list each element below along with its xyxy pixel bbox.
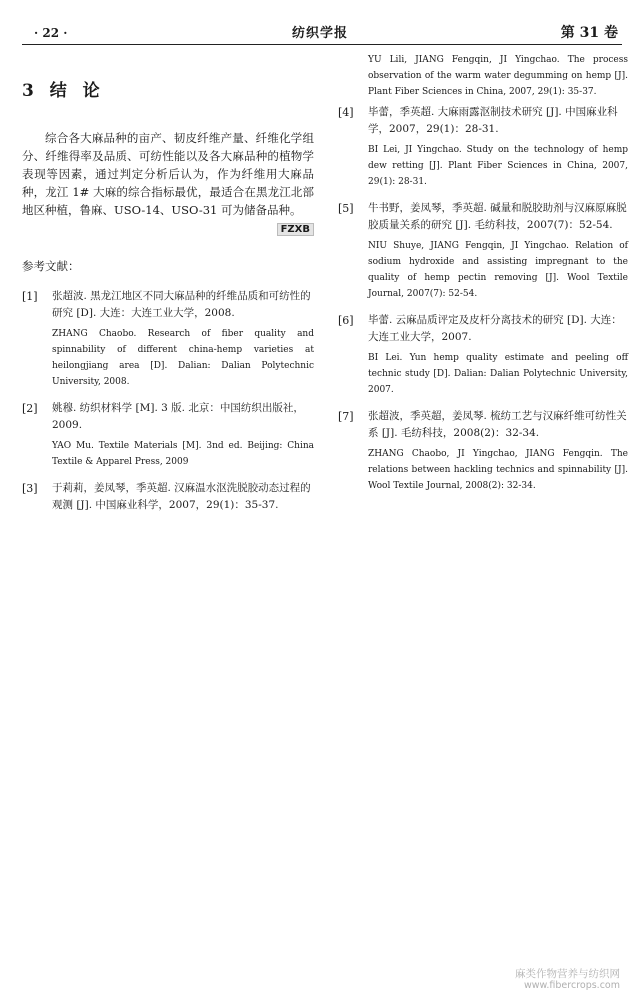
reference-en: BI Lei, JI Yingchao. Study on the technology of hemp dew retting [J]. Plant Fiber Sciences in China, 2007, 29(1): 28-31. bbox=[368, 145, 628, 187]
page-header bbox=[0, 0, 640, 40]
reference-number: [4] bbox=[338, 106, 354, 119]
watermark-cn: 麻类作物营养与纺织网 bbox=[515, 968, 620, 980]
reference-number: [3] bbox=[22, 482, 38, 495]
reference-cn: 姚穆. 纺织材料学 [M]. 3 版. 北京：中国纺织出版社，2009. bbox=[52, 402, 304, 431]
fzxb-tag: FZXB bbox=[277, 223, 314, 236]
watermark-url: www.fibercrops.com bbox=[523, 980, 620, 991]
reference-en: NIU Shuye, JIANG Fengqin, JI Yingchao. Relation of sodium hydroxide and assisting impregnant to the quality of hemp pectin removing [J]. Wool Textile Journal, 2007(7): 52-54. bbox=[368, 241, 628, 299]
references-heading: 参考文献： bbox=[22, 259, 80, 273]
volume-label: 第 31 卷 bbox=[560, 25, 618, 41]
reference-cn: 张超波，季英超，姜凤琴. 梳纺工艺与汉麻纤维可纺性关系 [J]. 毛纺科技，2008(2)：32-34. bbox=[368, 410, 627, 439]
reference-item bbox=[22, 480, 314, 518]
reference-number: [6] bbox=[338, 314, 354, 327]
article-end-tag bbox=[22, 217, 314, 236]
reference-en: ZHANG Chaobo. Research of fiber quality and spinnability of different china-hemp varieties at heilongjiang area [D]. Dalian: Dalian Polytechnic University, 2008. bbox=[52, 329, 314, 387]
header-rule bbox=[22, 44, 622, 45]
reference-en: YAO Mu. Textile Materials [M]. 3nd ed. Beijing: China Textile & Apparel Press, 2009 bbox=[52, 441, 314, 467]
reference-item bbox=[22, 400, 314, 474]
site-watermark bbox=[515, 968, 620, 992]
section-title: 3 结 论 bbox=[22, 81, 100, 101]
right-column bbox=[338, 52, 628, 504]
reference-number: [7] bbox=[338, 410, 354, 423]
journal-title: 纺织学报 bbox=[291, 26, 348, 41]
reference-item bbox=[338, 104, 628, 194]
reference-cn: 于莉莉，姜凤琴，季英超. 汉麻温水沤洗脱胶动态过程的观测 [J]. 中国麻业科学，2007，29(1)：35-37. bbox=[52, 482, 311, 511]
reference-number: [2] bbox=[22, 402, 38, 415]
reference-number: [5] bbox=[338, 202, 354, 215]
reference-en: BI Lei. Yun hemp quality estimate and peeling off technic study [D]. Dalian: Dalian Polytechnic University, 2007. bbox=[368, 353, 628, 395]
reference-number: [1] bbox=[22, 290, 38, 303]
reference-en: ZHANG Chaobo, JI Yingchao, JIANG Fengqin. The relations between hackling technics and spinnability [J]. Wool Textile Journal, 2008(2): 32-34. bbox=[368, 449, 628, 491]
reference-cn: 毕蕾，季英超. 大麻雨露沤制技术研究 [J]. 中国麻业科学，2007，29(1)：28-31. bbox=[368, 106, 618, 135]
reference-item bbox=[338, 408, 628, 498]
reference-cn: 张超波. 黑龙江地区不同大麻品种的纤维品质和可纺性的研究 [D]. 大连：大连工业大学，2008. bbox=[52, 290, 311, 319]
reference-en: YU Lili, JIANG Fengqin, JI Yingchao. The process observation of the warm water degumming on hemp [J]. Plant Fiber Sciences in China, 2007, 29(1): 35-37. bbox=[368, 55, 628, 97]
reference-continuation bbox=[338, 52, 628, 100]
left-column bbox=[22, 52, 314, 524]
reference-item bbox=[22, 288, 314, 394]
reference-cn: 牛书野，姜凤琴，季英超. 碱量和脱胶助剂与汉麻原麻脱胶质量关系的研究 [J]. 毛纺科技，2007(7)：52-54. bbox=[368, 202, 627, 231]
reference-item bbox=[338, 200, 628, 306]
page-number: · 22 · bbox=[34, 26, 68, 40]
reference-item bbox=[338, 312, 628, 402]
conclusion-paragraph: 综合各大麻品种的亩产、韧皮纤维产量、纤维化学组分、纤维得率及品质、可纺性能以及各大麻品种的植物学表现等因素，通过判定分析后认为，作为纤维用大麻品种，龙江 1# 大麻的综合指标最优，最适合在黑龙江北部地区种植，鲁麻、USO-14、USO-31 可为储备品种。 bbox=[22, 131, 314, 217]
reference-cn: 毕蕾. 云麻品质评定及皮杆分离技术的研究 [D]. 大连：大连工业大学，2007. bbox=[368, 314, 622, 343]
